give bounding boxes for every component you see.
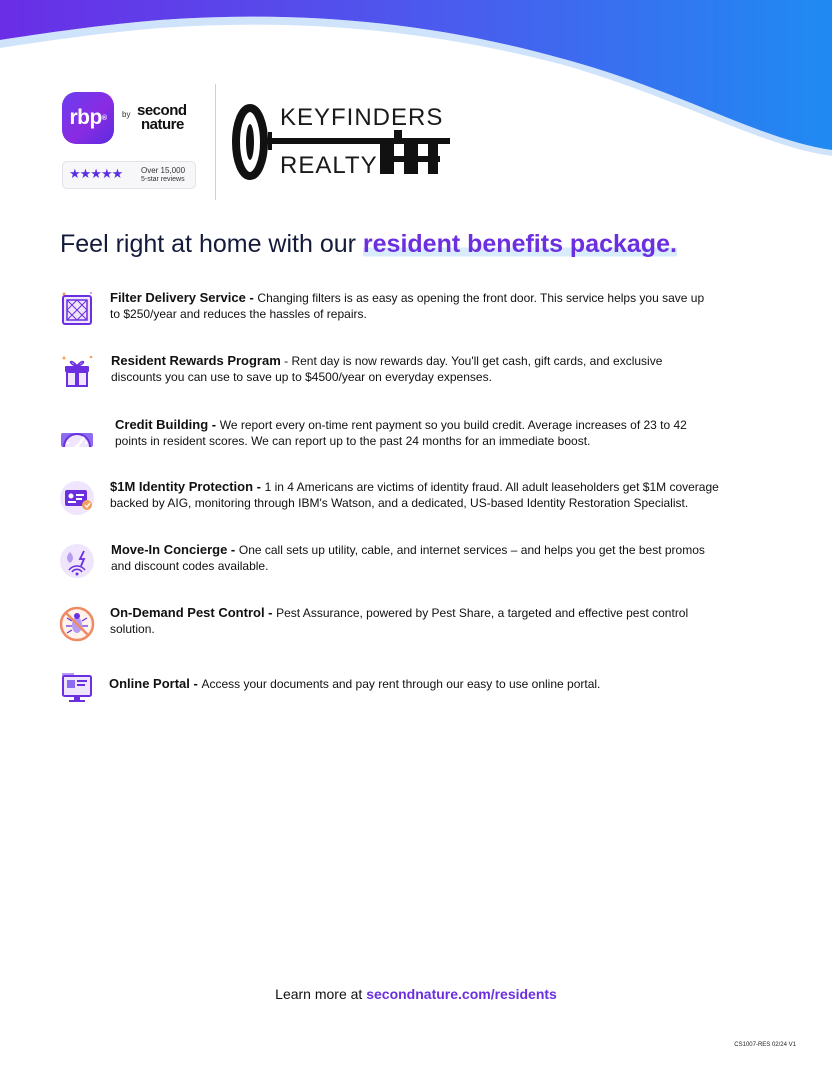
benefit-desc-cont: discounts you can use to save up to $4500/year on everyday expenses. <box>111 370 492 384</box>
benefit-desc: One call sets up utility, cable, and internet services – and helps you get the best promos <box>238 543 705 557</box>
document-code: CS1007-RES 02/24 V1 <box>734 1042 796 1048</box>
headline-accent: resident benefits package. <box>362 230 677 258</box>
five-stars-icon: ★★★★★ <box>69 167 123 182</box>
benefit-desc: Access your documents and pay rent through our easy to use online portal. <box>201 677 601 691</box>
filter-icon <box>58 290 96 328</box>
rbp-logo-badge: rbp ® <box>62 92 114 144</box>
identity-card-icon <box>58 479 96 517</box>
keyfinders-wordmark: KEYFINDERS <box>280 104 444 131</box>
benefit-title: $1M Identity Protection - <box>110 479 265 494</box>
credit-meter-icon <box>58 417 96 455</box>
benefit-desc: Changing filters is as easy as opening the front door. This service helps you save up <box>257 291 705 305</box>
benefit-desc: We report every on-time rent payment so you build credit. Average increases of 23 to 42 <box>219 418 687 432</box>
benefit-desc-cont: solution. <box>110 622 155 636</box>
benefit-desc: Pest Assurance, powered by Pest Share, a targeted and effective pest control <box>276 606 689 620</box>
rbp-by-text: by <box>122 110 131 119</box>
portal-monitor-icon <box>58 668 96 706</box>
benefit-desc-cont: to $250/year and reduces the hassles of repairs. <box>110 307 367 321</box>
realty-wordmark: REALTY <box>280 152 378 179</box>
benefit-title: Move-In Concierge - <box>111 542 239 557</box>
second-nature-wordmark: second nature <box>137 102 187 133</box>
benefit-desc: 1 in 4 Americans are victims of identity fraud. All adult leaseholders get $1M coverage <box>264 480 719 494</box>
benefit-desc: Rent day is now rewards day. You'll get cash, gift cards, and exclusive <box>291 354 663 368</box>
benefit-title: On-Demand Pest Control - <box>110 605 277 620</box>
benefit-title: Resident Rewards Program <box>111 353 281 368</box>
benefit-title: Online Portal - <box>109 676 202 691</box>
gift-icon <box>58 353 96 391</box>
learn-more-line: Learn more at secondnature.com/residents <box>275 986 557 1002</box>
page-headline: Feel right at home with our resident benefits package. <box>60 230 677 258</box>
benefit-title: Credit Building - <box>115 417 220 432</box>
logo-divider <box>215 84 216 200</box>
benefit-desc-cont: backed by AIG, monitoring through IBM's Watson, and a dedicated, US-based Identity Restoration Specialist. <box>110 496 689 510</box>
reviews-badge <box>62 161 196 189</box>
utilities-icon <box>58 542 96 580</box>
no-bugs-icon <box>58 605 96 643</box>
benefit-desc-cont: points in resident scores. We can report up to the past 24 months for an immediate boost. <box>115 434 591 448</box>
reviews-count: Over 15,000 <box>141 166 186 175</box>
reviews-label: 5-star reviews <box>141 176 185 183</box>
benefit-desc-cont: and discount codes available. <box>111 559 269 573</box>
resident-site-link[interactable]: secondnature.com/residents <box>366 986 557 1002</box>
benefit-title: Filter Delivery Service - <box>110 290 258 305</box>
